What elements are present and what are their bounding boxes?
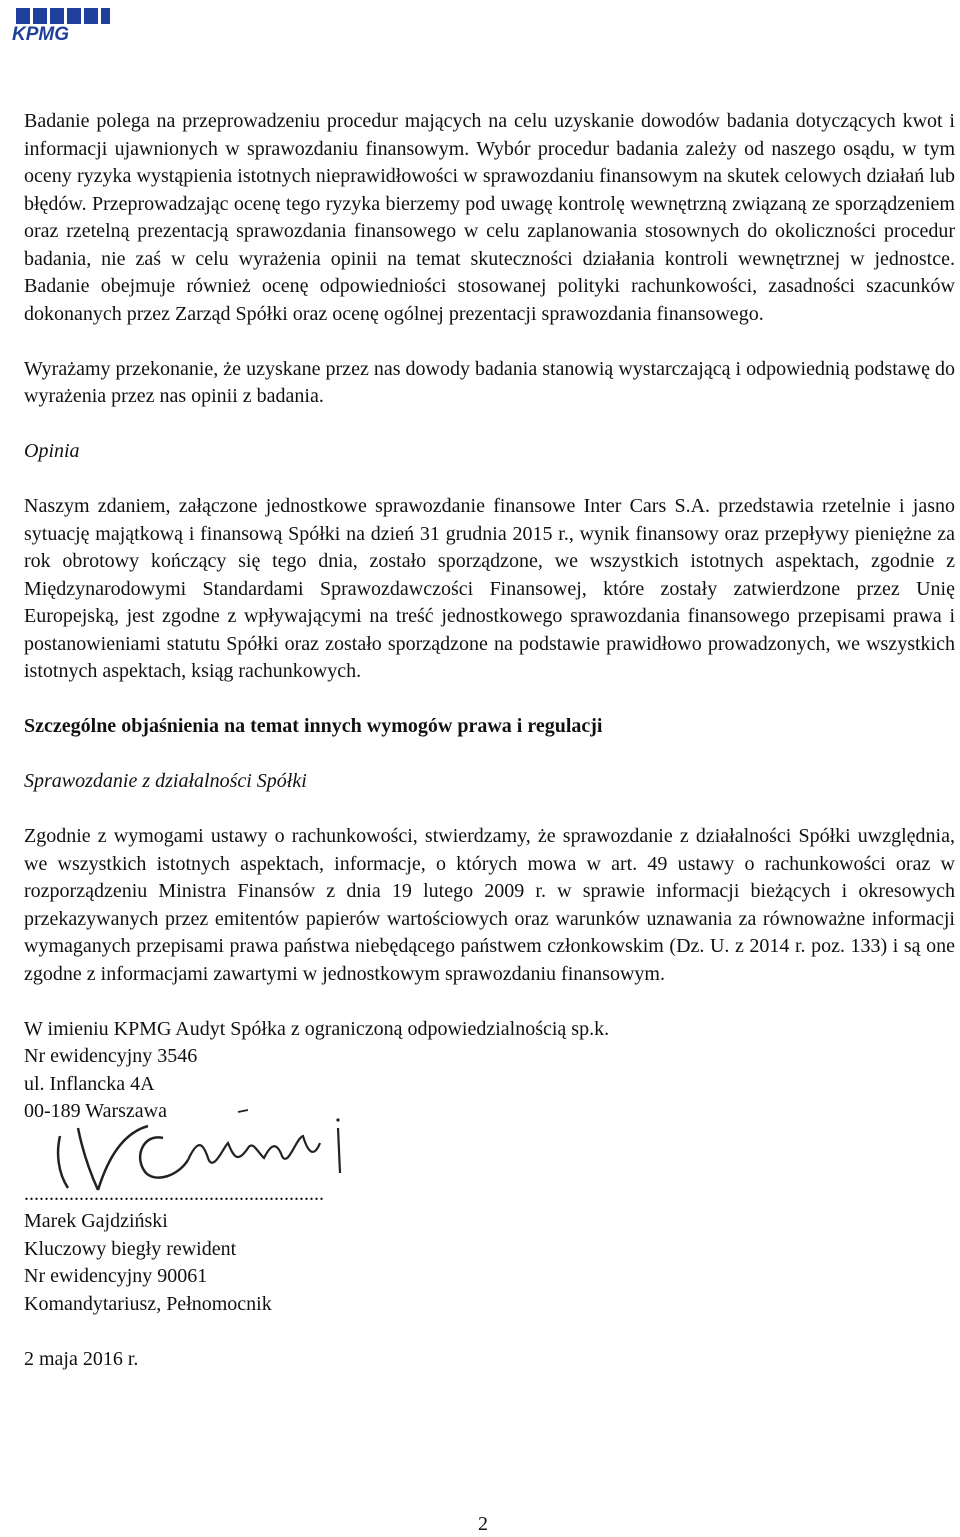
paragraph-evidence: Wyrażamy przekonanie, że uzyskane przez nas dowody badania stanowią wystarczającą i odpowiednią podstawę do wyrażenia przez nas opinii z badania.: [24, 357, 955, 407]
signature-area: [24, 1126, 955, 1181]
signer-role-2: Komandytariusz, Pełnomocnik: [24, 1292, 272, 1315]
signature-dotted-line: ............................................................: [24, 1182, 324, 1205]
heading-activity-report: Sprawozdanie z działalności Spółki: [24, 770, 307, 792]
kpmg-logo: [10, 6, 112, 42]
firm-street: ul. Inflancka 4A: [24, 1072, 155, 1095]
firm-registration: Nr ewidencyjny 3546: [24, 1045, 198, 1067]
signer-registration: Nr ewidencyjny 90061: [24, 1265, 208, 1287]
report-date: 2 maja 2016 r.: [24, 1347, 139, 1370]
paragraph-audit-procedures: Badanie polega na przeprowadzeniu procedur mających na celu uzyskanie dowodów badania dotyczących kwot i informacji ujawnionych w sprawozdaniu finansowym. Wybór procedur badania zależy od naszego osądu, w tym oceny ryzyka wystąpienia istotnych nieprawidłowości w sprawozdaniu finansowym na skutek celowych działań lub błędów. Przeprowadzając ocenę tego ryzyka bierzemy pod uwagę kontrolę wewnętrzną związaną ze sporządzeniem oraz rzetelną prezentacją sprawozdania finansowego w celu zaplanowania stosownych do okoliczności procedur badania, nie zaś w celu wyrażenia opinii na temat skuteczności działania kontroli wewnętrznej w jednostce. Badanie obejmuje również ocenę odpowiedniości stosowanej polityki rachunkowości, zasadności szacunków dokonanych przez Zarząd Spółki oraz ocenę ogólnej prezentacji sprawozdania finansowego.: [24, 110, 955, 325]
paragraph-opinion: Naszym zdaniem, załączone jednostkowe sprawozdanie finansowe Inter Cars S.A. przedstawia rzetelnie i jasno sytuację majątkową i finansową Spółki na dzień 31 grudnia 2015 r., wynik finansowy oraz przepływy pieniężne za rok obrotowy kończący się tego dnia, zostało sporządzone, we wszystkich istotnych aspektach, zgodnie z Międzynarodowymi Standardami Sprawozdawczości Finansowej, które zostały zatwierdzone przez Unię Europejską, jest zgodne z wpływającymi na treść jednostkowego sprawozdania finansowego przepisami prawa i postanowieniami statutu Spółki oraz zostało sporządzone na podstawie prawidłowo prowadzonych, we wszystkich istotnych aspektach, ksiąg rachunkowych.: [24, 495, 955, 682]
paragraph-activity-report: Zgodnie z wymogami ustawy o rachunkowości, stwierdzamy, że sprawozdanie z działalności Spółki uwzględnia, we wszystkich istotnych aspektach, informacje, o których mowa w art. 49 ustawy o rachunkowości oraz w rozporządzeniu Ministra Finansów z dnia 19 lutego 2009 r. w sprawie informacji bieżących i okresowych przekazywanych przez emitentów papierów wartościowych oraz warunków uznawania za równoważne informacji wymaganych przepisami prawa państwa niebędącego państwem członkowskim (Dz. U. z 2014 r. poz. 133) i są one zgodne z informacjami zawartymi w jednostkowym sprawozdaniu finansowym.: [24, 825, 955, 985]
kpmg-logo-graphic: [10, 6, 112, 42]
handwritten-signature: [38, 1098, 358, 1198]
report-body: [24, 108, 955, 1373]
firm-name: W imieniu KPMG Audyt Spółka z ograniczoną odpowiedzialnością sp.k.: [24, 1017, 610, 1040]
heading-other-requirements: Szczególne objaśnienia na temat innych wymogów prawa i regulacji: [24, 715, 603, 737]
heading-opinion: Opinia: [24, 440, 80, 462]
signer-role: Kluczowy biegły rewident: [24, 1237, 237, 1260]
signer-name: Marek Gajdziński: [24, 1210, 168, 1232]
firm-city: 00-189 Warszawa: [24, 1100, 167, 1122]
signature-block: [24, 1016, 955, 1374]
page-number: 2: [478, 1513, 488, 1535]
svg-text:KPMG: KPMG: [12, 24, 69, 42]
